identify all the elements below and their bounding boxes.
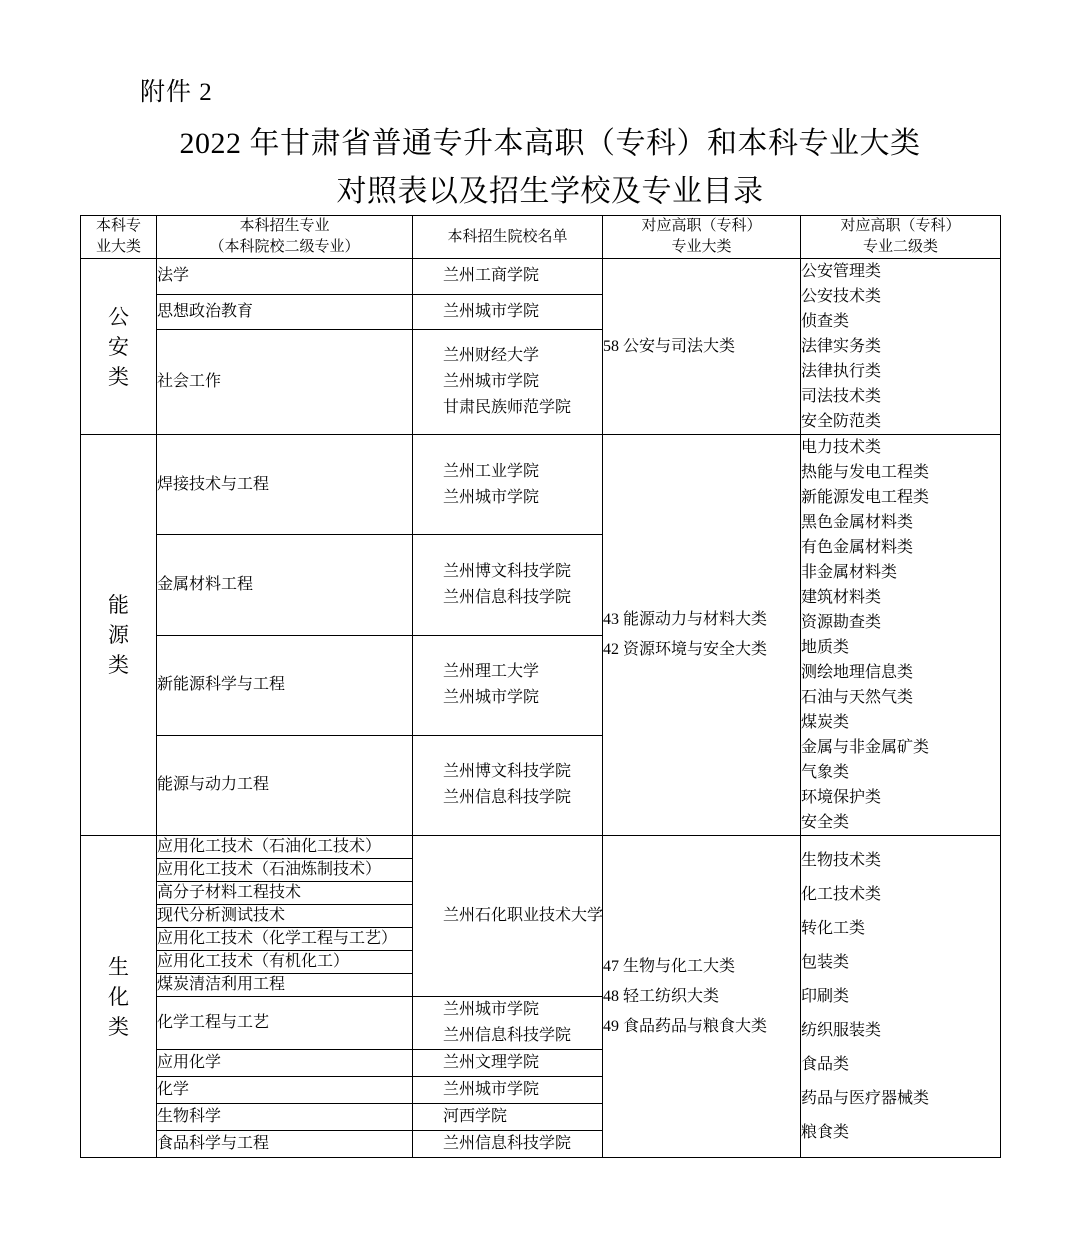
text-line: 42 资源环境与安全大类 [603, 641, 768, 658]
text-line: 能源与动力工程 [157, 776, 270, 794]
text-line: 能 [108, 593, 129, 617]
text-line: 兰州城市学院 [443, 373, 540, 391]
vocational-category-cell [603, 259, 801, 435]
text-line: 兰州城市学院 [443, 1001, 540, 1018]
text-line: 高分子材料工程技术 [157, 884, 302, 901]
table-row [81, 435, 1001, 535]
text-line: 兰州理工大学 [443, 663, 540, 681]
text-line: 源 [108, 623, 129, 647]
text-line: 兰州文理学院 [443, 1054, 540, 1071]
text-line: 47 生物与化工大类 [603, 957, 736, 975]
header-line: 本科招生院校名单 [447, 228, 568, 245]
major-cell [157, 859, 413, 882]
text-line: 生物科学 [157, 1108, 222, 1125]
major-cell [157, 735, 413, 835]
header-line: 对应高职（专科） [641, 218, 762, 234]
text-line: 包装类 [801, 953, 850, 971]
header-line: 业大类 [95, 239, 141, 255]
text-line: 煤炭类 [801, 714, 850, 731]
text-line: 43 能源动力与材料大类 [603, 611, 768, 628]
text-line: 兰州信息科技学院 [443, 1135, 572, 1152]
table-row [81, 836, 1001, 859]
text-line: 类 [108, 653, 129, 677]
text-line: 化学工程与工艺 [157, 1014, 270, 1031]
text-line: 气象类 [801, 764, 850, 781]
text-line: 安全类 [801, 814, 850, 831]
vocational-subcategory-cell [801, 836, 1001, 1158]
school-cell [413, 735, 603, 835]
major-cell [157, 330, 413, 435]
text-line: 焊接技术与工程 [157, 475, 270, 493]
text-line: 49 食品药品与粮食大类 [603, 1017, 768, 1035]
comparison-table-wrapper [80, 215, 1000, 1158]
text-line: 兰州信息科技学院 [443, 1027, 572, 1044]
major-cell [157, 259, 413, 295]
major-cell [157, 951, 413, 974]
header-line: 专业二级类 [862, 239, 938, 255]
text-line: 法律执行类 [801, 363, 882, 380]
vocational-subcategory-cell [801, 259, 1001, 435]
major-cell [157, 905, 413, 928]
school-cell [413, 1050, 603, 1077]
text-line: 有色金属材料类 [801, 539, 914, 556]
text-line: 新能源科学与工程 [157, 676, 286, 694]
header-vocational-subcategory [801, 216, 1001, 259]
school-cell [413, 294, 603, 330]
vocational-category-cell [603, 836, 801, 1158]
text-line: 58 公安与司法大类 [603, 337, 736, 355]
text-line: 粮食类 [801, 1123, 850, 1141]
text-line: 安全防范类 [801, 413, 882, 430]
text-line: 化工技术类 [801, 885, 882, 903]
vocational-subcategory-cell [801, 435, 1001, 836]
text-line: 公安技术类 [801, 288, 882, 305]
text-line: 公 [108, 304, 129, 329]
text-line: 金属与非金属矿类 [801, 739, 930, 756]
text-line: 兰州信息科技学院 [443, 588, 572, 606]
category-cell-public-security [81, 259, 157, 435]
text-line: 类 [108, 364, 129, 389]
header-line: 专业大类 [671, 239, 732, 255]
text-line: 石油与天然气类 [801, 689, 914, 706]
page-title [0, 120, 1080, 216]
text-line: 食品科学与工程 [157, 1135, 270, 1152]
text-line: 现代分析测试技术 [157, 907, 286, 924]
title-line-2: 对照表以及招生学校及专业目录 [336, 175, 764, 208]
header-vocational-category [603, 216, 801, 259]
text-line: 思想政治教育 [157, 303, 254, 321]
text-line: 司法技术类 [801, 388, 882, 405]
text-line: 应用化工技术（石油炼制技术） [157, 861, 382, 878]
text-line: 法学 [157, 267, 190, 285]
major-cell [157, 294, 413, 330]
text-line: 测绘地理信息类 [801, 664, 914, 681]
attachment-label: 附件 2 [140, 79, 213, 106]
text-line: 热能与发电工程类 [801, 464, 930, 481]
category-cell-biochemistry [81, 836, 157, 1158]
text-line: 法律实务类 [801, 338, 882, 355]
comparison-table [80, 215, 1001, 1158]
major-cell [157, 1131, 413, 1158]
text-line: 类 [108, 1014, 129, 1039]
text-line: 河西学院 [443, 1108, 508, 1125]
school-cell [413, 435, 603, 535]
text-line: 纺织服装类 [801, 1021, 882, 1039]
text-line: 兰州工商学院 [443, 267, 540, 285]
text-line: 兰州石化职业技术大学 [443, 907, 604, 924]
major-cell [157, 1077, 413, 1104]
header-line: 本科招生专业 [239, 218, 330, 234]
major-cell [157, 1104, 413, 1131]
major-cell [157, 836, 413, 859]
text-line: 黑色金属材料类 [801, 514, 914, 531]
text-line: 转化工类 [801, 919, 866, 937]
text-line: 应用化工技术（石油化工技术） [157, 838, 382, 855]
category-cell-energy [81, 435, 157, 836]
school-cell [413, 836, 603, 997]
school-cell [413, 259, 603, 295]
text-line: 兰州城市学院 [443, 303, 540, 321]
text-line: 非金属材料类 [801, 564, 898, 581]
header-line: （本科院校二级专业） [209, 239, 360, 255]
text-line: 48 轻工纺织大类 [603, 987, 720, 1005]
text-line: 生物技术类 [801, 851, 882, 869]
text-line: 电力技术类 [801, 439, 882, 456]
text-line: 化学 [157, 1081, 190, 1098]
major-cell [157, 635, 413, 735]
major-cell [157, 535, 413, 635]
text-line: 应用化学 [157, 1054, 222, 1071]
header-line: 本科专 [95, 218, 141, 234]
text-line: 兰州城市学院 [443, 1081, 540, 1098]
text-line: 甘肃民族师范学院 [443, 399, 572, 417]
text-line: 建筑材料类 [801, 589, 882, 606]
text-line: 印刷类 [801, 987, 850, 1005]
school-cell [413, 1077, 603, 1104]
major-cell [157, 974, 413, 997]
text-line: 环境保护类 [801, 789, 882, 806]
text-line: 兰州工业学院 [443, 462, 540, 480]
text-line: 药品与医疗器械类 [801, 1089, 930, 1107]
text-line: 应用化工技术（化学工程与工艺） [157, 930, 398, 947]
text-line: 公安管理类 [801, 263, 882, 280]
header-undergrad-category [81, 216, 157, 259]
text-line: 社会工作 [157, 373, 222, 391]
text-line: 兰州城市学院 [443, 689, 540, 707]
text-line: 兰州信息科技学院 [443, 789, 572, 807]
school-cell [413, 1104, 603, 1131]
text-line: 生 [108, 954, 129, 979]
table-row [81, 259, 1001, 295]
text-line: 食品类 [801, 1055, 850, 1073]
text-line: 金属材料工程 [157, 575, 254, 593]
text-line: 兰州博文科技学院 [443, 763, 572, 781]
text-line: 兰州博文科技学院 [443, 562, 572, 580]
school-cell [413, 330, 603, 435]
text-line: 化 [108, 984, 129, 1009]
school-cell [413, 997, 603, 1050]
header-school-list [413, 216, 603, 259]
major-cell [157, 997, 413, 1050]
text-line: 安 [108, 334, 129, 359]
text-line: 兰州城市学院 [443, 488, 540, 506]
text-line: 侦查类 [801, 313, 850, 330]
text-line: 资源勘查类 [801, 614, 882, 631]
major-cell [157, 928, 413, 951]
school-cell [413, 635, 603, 735]
vocational-category-cell [603, 435, 801, 836]
text-line: 地质类 [801, 639, 850, 656]
major-cell [157, 435, 413, 535]
table-header-row [81, 216, 1001, 259]
header-undergrad-major [157, 216, 413, 259]
school-cell [413, 1131, 603, 1158]
text-line: 新能源发电工程类 [801, 489, 930, 506]
text-line: 应用化工技术（有机化工） [157, 953, 350, 970]
major-cell [157, 1050, 413, 1077]
title-line-1: 2022 年甘肃省普通专升本高职（专科）和本科专业大类 [179, 127, 921, 160]
school-cell [413, 535, 603, 635]
text-line: 煤炭清洁利用工程 [157, 976, 286, 993]
header-line: 对应高职（专科） [840, 218, 961, 234]
text-line: 兰州财经大学 [443, 347, 540, 365]
major-cell [157, 882, 413, 905]
